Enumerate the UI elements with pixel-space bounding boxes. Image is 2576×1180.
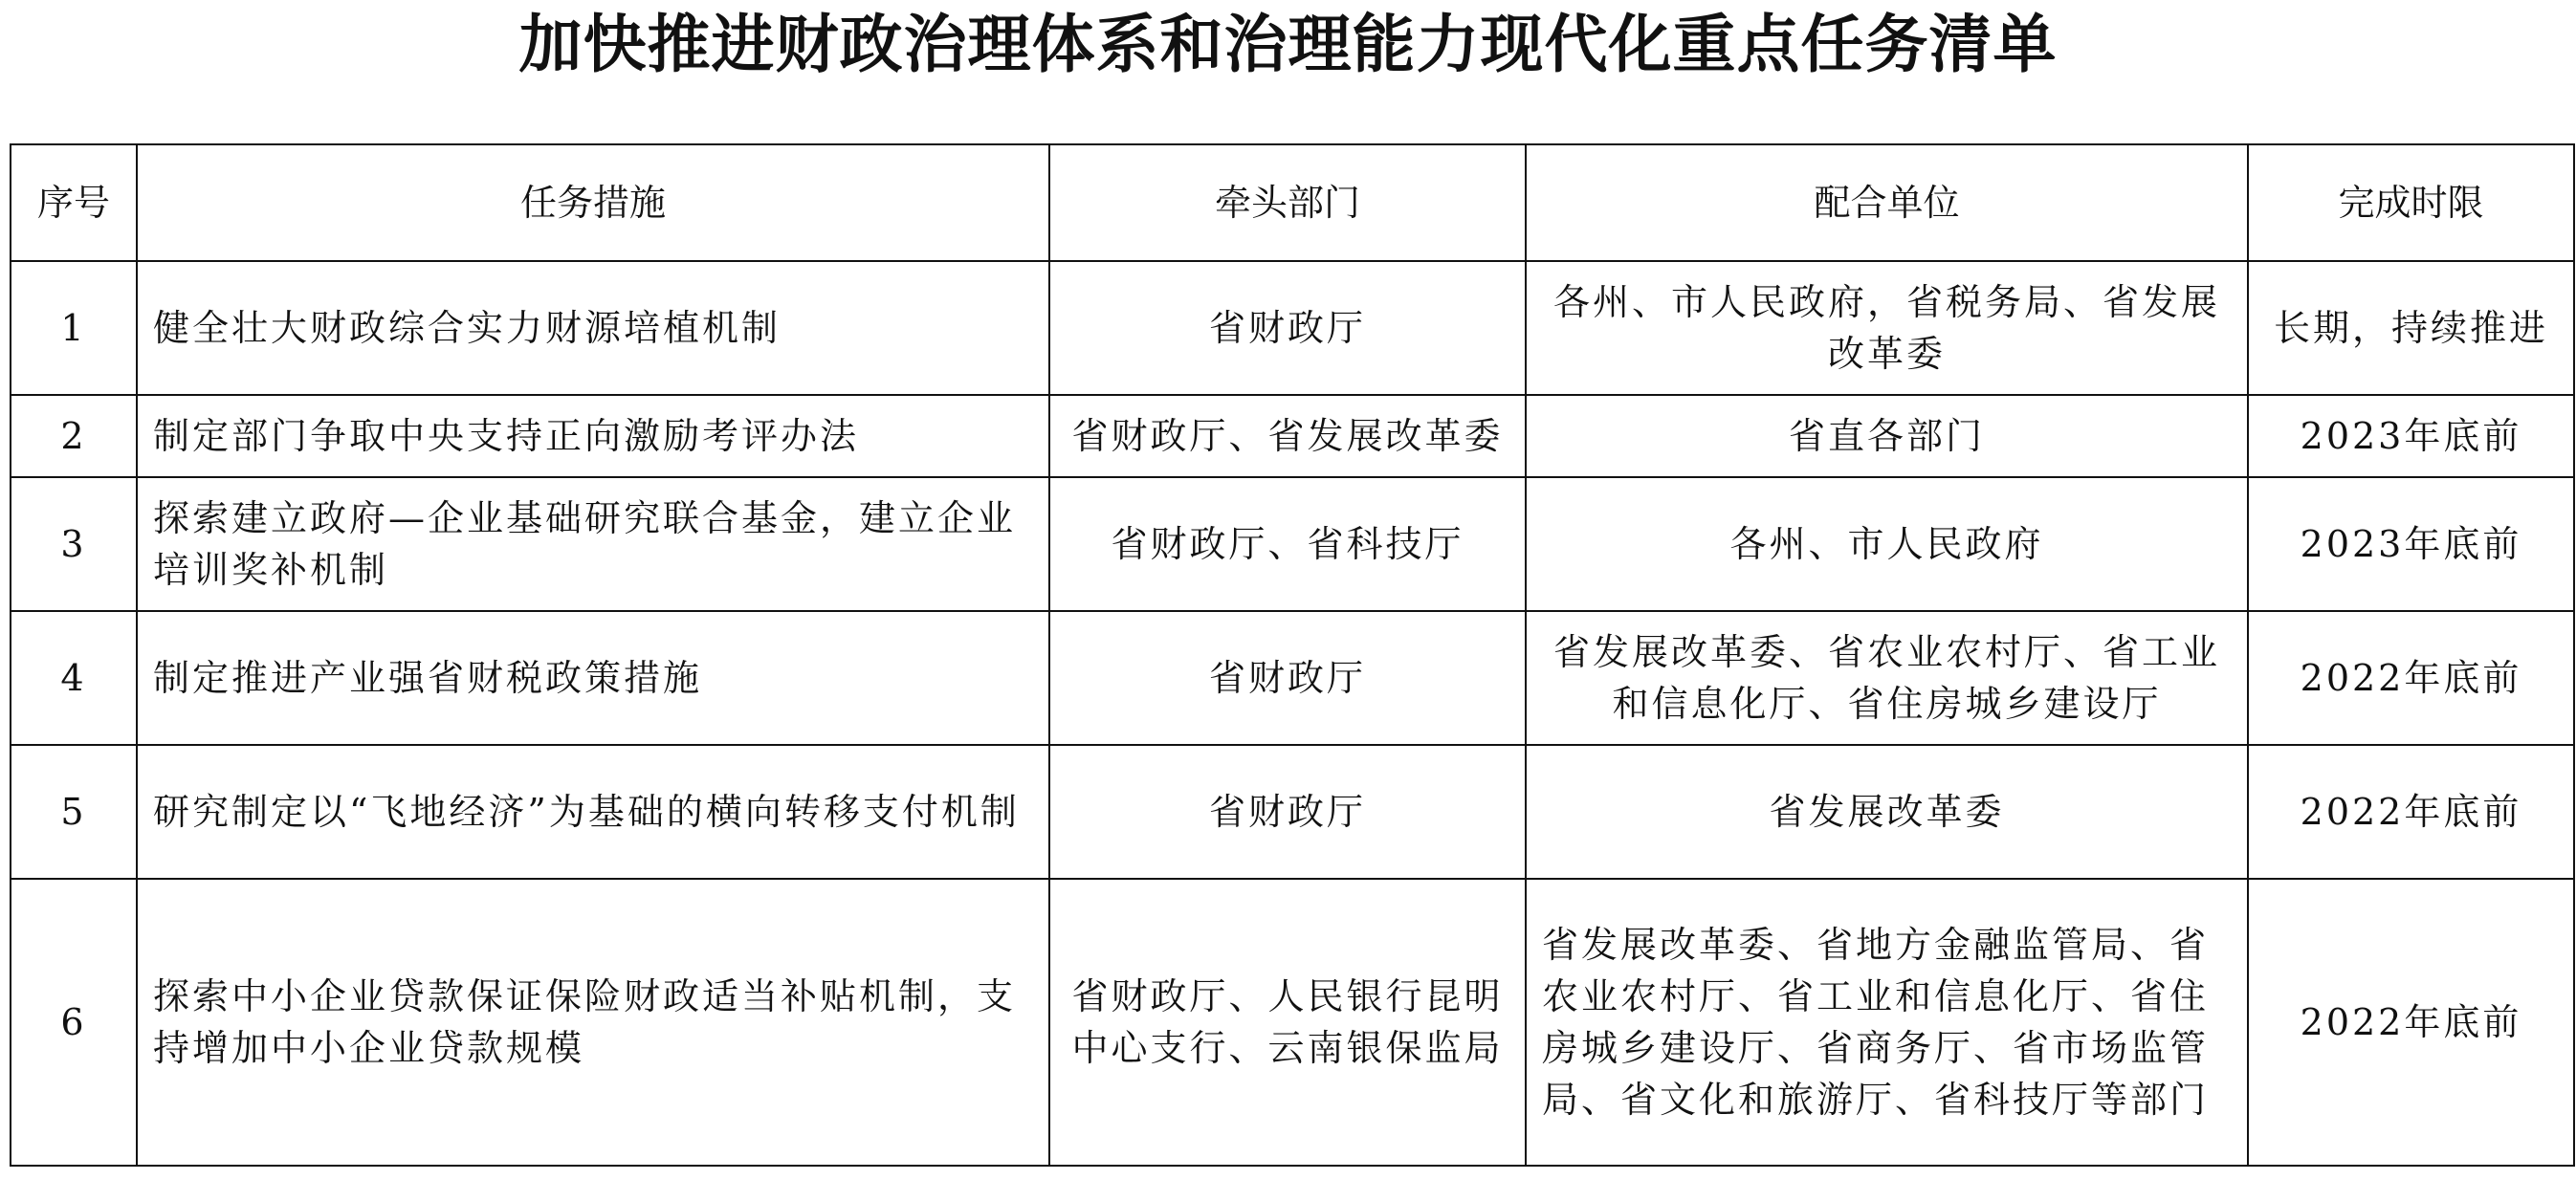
cell-partner: 省发展改革委、省农业农村厅、省工业和信息化厅、省住房城乡建设厅 xyxy=(1526,611,2248,745)
cell-deadline: 2022年底前 xyxy=(2248,879,2574,1166)
cell-partner: 省直各部门 xyxy=(1526,395,2248,477)
table-row xyxy=(11,477,2574,611)
cell-task: 探索中小企业贷款保证保险财政适当补贴机制，支持增加中小企业贷款规模 xyxy=(137,879,1049,1166)
cell-deadline: 长期，持续推进 xyxy=(2248,261,2574,395)
cell-lead: 省财政厅、省发展改革委 xyxy=(1049,395,1526,477)
cell-lead: 省财政厅 xyxy=(1049,261,1526,395)
table-row xyxy=(11,611,2574,745)
cell-index: 4 xyxy=(11,611,137,745)
cell-deadline: 2023年底前 xyxy=(2248,395,2574,477)
cell-index: 3 xyxy=(11,477,137,611)
cell-task: 制定部门争取中央支持正向激励考评办法 xyxy=(137,395,1049,477)
table-row xyxy=(11,261,2574,395)
header-task: 任务措施 xyxy=(137,144,1049,261)
cell-task: 制定推进产业强省财税政策措施 xyxy=(137,611,1049,745)
cell-task: 探索建立政府—企业基础研究联合基金，建立企业培训奖补机制 xyxy=(137,477,1049,611)
cell-deadline: 2023年底前 xyxy=(2248,477,2574,611)
cell-partner: 各州、市人民政府，省税务局、省发展改革委 xyxy=(1526,261,2248,395)
cell-task: 健全壮大财政综合实力财源培植机制 xyxy=(137,261,1049,395)
cell-lead: 省财政厅 xyxy=(1049,745,1526,879)
table-row xyxy=(11,879,2574,1166)
cell-partner: 各州、市人民政府 xyxy=(1526,477,2248,611)
cell-index: 5 xyxy=(11,745,137,879)
cell-partner: 省发展改革委、省地方金融监管局、省农业农村厅、省工业和信息化厅、省住房城乡建设厅、省商务厅、省市场监管局、省文化和旅游厅、省科技厅等部门 xyxy=(1526,879,2248,1166)
cell-index: 6 xyxy=(11,879,137,1166)
table-row xyxy=(11,745,2574,879)
cell-partner: 省发展改革委 xyxy=(1526,745,2248,879)
header-deadline: 完成时限 xyxy=(2248,144,2574,261)
table-header-row xyxy=(11,144,2574,261)
cell-task: 研究制定以“飞地经济”为基础的横向转移支付机制 xyxy=(137,745,1049,879)
cell-lead: 省财政厅、人民银行昆明中心支行、云南银保监局 xyxy=(1049,879,1526,1166)
cell-deadline: 2022年底前 xyxy=(2248,745,2574,879)
page-title: 加快推进财政治理体系和治理能力现代化重点任务清单 xyxy=(518,7,2058,81)
header-partner: 配合单位 xyxy=(1526,144,2248,261)
header-lead: 牵头部门 xyxy=(1049,144,1526,261)
cell-lead: 省财政厅 xyxy=(1049,611,1526,745)
cell-lead: 省财政厅、省科技厅 xyxy=(1049,477,1526,611)
task-table xyxy=(10,143,2575,1167)
header-index: 序号 xyxy=(11,144,137,261)
cell-index: 1 xyxy=(11,261,137,395)
table-row xyxy=(11,395,2574,477)
cell-index: 2 xyxy=(11,395,137,477)
cell-deadline: 2022年底前 xyxy=(2248,611,2574,745)
